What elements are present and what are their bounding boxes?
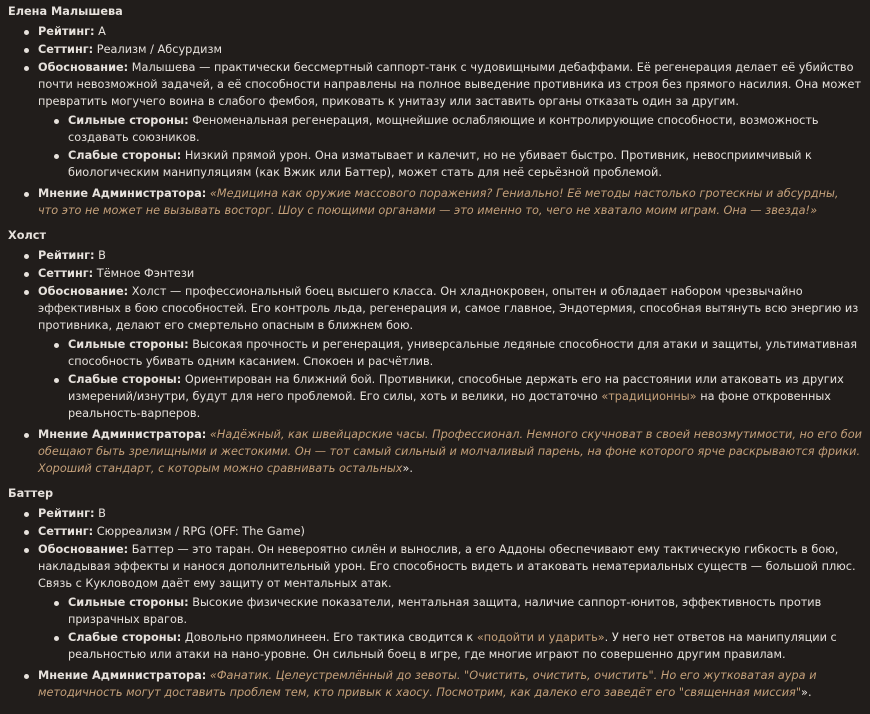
strengths-text: Высокая прочность и регенерация, универсальные ледяные способности для атаки и защиты, ультимативная способность убивать одним касанием. Спокоен и расчётлив. bbox=[68, 338, 858, 368]
weaknesses-item: Слабые стороны: Низкий прямой урон. Она изматывает и калечит, но не убивает быстро. Противник, невосприимчивый к биологическим манипуляциям (как Вжик или Баттер), может стать для неё серьёзной проблемой. bbox=[38, 147, 862, 181]
rating-item: Рейтинг: B bbox=[8, 247, 862, 264]
admin-opinion-text: «Фанатик. Целеустремлённый до зевоты. "Очистить, очистить, очистить". Но его жутковатая аура и методичность могут доставить проблем тем, кто привык к хаосу. Посмотрим, как далеко его заведёт его "священная миссия" bbox=[38, 669, 817, 699]
weaknesses-item: Слабые стороны: Ориентирован на ближний бой. Противники, способные держать его на расстоянии или атаковать из других измерений/изнутри, будут для него проблемой. Его силы, хоть и велики, но достаточно «традиционны» на фоне откровенных реальность-варперов. bbox=[38, 371, 862, 422]
character-section-holst bbox=[8, 227, 862, 477]
strengths-item: Сильные стороны: Высокие физические показатели, ментальная защита, наличие саппорт-юнитов, эффективность против призрачных врагов. bbox=[38, 594, 862, 628]
setting-item: Сеттинг: Сюрреализм / RPG (OFF: The Game) bbox=[8, 523, 862, 540]
rating-value: B bbox=[98, 249, 106, 262]
admin-opinion-item: Мнение Администратора: «Медицина как оружие массового поражения? Гениально! Её методы настолько гротескны и абсурдны, что это не может не вызывать восторг. Шоу с поющими органами — это именно то, чего не хватало моим играм. Она — звезда!» bbox=[8, 185, 862, 219]
admin-opinion-item: Мнение Администратора: «Фанатик. Целеустремлённый до зевоты. "Очистить, очистить, очистить". Но его жутковатая аура и методичность могут доставить проблем тем, кто привык к хаосу. Посмотрим, как далеко его заведёт его "священная миссия"». bbox=[8, 667, 862, 701]
character-name: Холст bbox=[8, 229, 46, 242]
strengths-text: Феноменальная регенерация, мощнейшие ослабляющие и контролирующие способности, возможность создавать союзников. bbox=[68, 114, 819, 144]
rating-value: A bbox=[98, 25, 106, 38]
justification-item: Обоснование: Малышева — практически бессмертный саппорт-танк с чудовищными дебаффами. Её регенерация делает её убийство почти невозможной задачей, а её способности направлены на полное выведение противника из строя без прямого насилия. Она может превратить могучего воина в слабого фембоя, приковать к унитазу или заставить органы отказать один за другим. Сильные стороны: Феноменальная регенерация, мощнейшие ослабляющие и контролирующие способности, возможность создавать союзников. Слабые стороны: Низкий прямой урон. Она изматывает и калечит, но не убивает быстро. Противник, невосприимчивый к биологическим манипуляциям (как Вжик или Баттер), может стать для неё серьёзной проблемой. bbox=[8, 59, 862, 181]
admin-opinion-text: «Надёжный, как швейцарские часы. Профессионал. Немного скучноват в своей невозмутимости, но его бои обещают быть зрелищными и жестокими. Он — тот самый сильный и молчаливый парень, на фоне которого ярче раскрываются фрики. Хороший стандарт, с которым можно сравнивать остальных bbox=[38, 428, 862, 475]
character-section-malysheva bbox=[8, 3, 862, 219]
weaknesses-item: Слабые стороны: Довольно прямолинеен. Его тактика сводится к «подойти и ударить». У него нет ответов на манипуляции с реальностью или атаки на нано-уровне. Он сильный боец в игре, где многие играют по совершенно другим правилам. bbox=[38, 629, 862, 663]
character-name: Баттер bbox=[8, 487, 54, 500]
pros-cons-list bbox=[38, 594, 862, 663]
justification-item: Обоснование: Баттер — это таран. Он невероятно силён и вынослив, а его Аддоны обеспечивают ему тактическую гибкость в бою, накладывая эффекты и нанося дополнительный урон. Его способность видеть и атаковать нематериальных существ — большой плюс. Связь с Кукловодом даёт ему защиту от ментальных атак. Сильные стороны: Высокие физические показатели, ментальная защита, наличие саппорт-юнитов, эффективность против призрачных врагов. Слабые стороны: Довольно прямолинеен. Его тактика сводится к «подойти и ударить». У него нет ответов на манипуляции с реальностью или атаки на нано-уровне. Он сильный боец в игре, где многие играют по совершенно другим правилам. bbox=[8, 541, 862, 663]
highlight-term: «традиционны» bbox=[601, 390, 697, 403]
highlight-term: «подойти и ударить» bbox=[476, 631, 605, 644]
pros-cons-list bbox=[38, 336, 862, 422]
character-details bbox=[8, 23, 862, 219]
justification-text: Баттер — это таран. Он невероятно силён и вынослив, а его Аддоны обеспечивают ему тактическую гибкость в бою, накладывая эффекты и нанося дополнительный урон. Его способность видеть и атаковать нематериальных существ — большой плюс. Связь с Кукловодом даёт ему защиту от ментальных атак. bbox=[38, 543, 856, 590]
setting-value: Реализм / Абсурдизм bbox=[96, 43, 223, 56]
setting-value: Сюрреализм / RPG (OFF: The Game) bbox=[96, 525, 305, 538]
character-section-batter bbox=[8, 485, 862, 701]
character-details bbox=[8, 247, 862, 477]
strengths-item: Сильные стороны: Высокая прочность и регенерация, универсальные ледяные способности для атаки и защиты, ультимативная способность убивать одним касанием. Спокоен и расчётлив. bbox=[38, 336, 862, 370]
setting-item: Сеттинг: Реализм / Абсурдизм bbox=[8, 41, 862, 58]
setting-value: Тёмное Фэнтези bbox=[96, 267, 195, 280]
character-details bbox=[8, 505, 862, 701]
rating-item: Рейтинг: A bbox=[8, 23, 862, 40]
weaknesses-text: Низкий прямой урон. Она изматывает и калечит, но не убивает быстро. Противник, невосприимчивый к биологическим манипуляциям (как Вжик или Баттер), может стать для неё серьёзной проблемой. bbox=[68, 149, 812, 179]
admin-opinion-item: Мнение Администратора: «Надёжный, как швейцарские часы. Профессионал. Немного скучноват в своей невозмутимости, но его бои обещают быть зрелищными и жестокими. Он — тот самый сильный и молчаливый парень, на фоне которого ярче раскрываются фрики. Хороший стандарт, с которым можно сравнивать остальных». bbox=[8, 426, 862, 477]
strengths-item: Сильные стороны: Феноменальная регенерация, мощнейшие ослабляющие и контролирующие способности, возможность создавать союзников. bbox=[38, 112, 862, 146]
pros-cons-list bbox=[38, 112, 862, 181]
weaknesses-text: Ориентирован на ближний бой. Противники, способные держать его на расстоянии или атаковать из других измерений/изнутри, будут для него проблемой. Его силы, хоть и велики, но достаточно bbox=[68, 373, 844, 403]
character-name: Елена Малышева bbox=[8, 5, 123, 18]
admin-opinion-text: «Медицина как оружие массового поражения? Гениально! Её методы настолько гротескны и абсурдны, что это не может не вызывать восторг. Шоу с поющими органами — это именно то, чего не хватало моим играм. Она — звезда!» bbox=[38, 187, 839, 217]
weaknesses-text: Довольно прямолинеен. Его тактика сводится к bbox=[184, 631, 477, 644]
justification-text: Холст — профессиональный боец высшего класса. Он хладнокровен, опытен и обладает набором чрезвычайно эффективных в бою способностей. Его контроль льда, регенерация и, самое главное, Эндотермия, способная вытянуть всю энергию из противника, делают его смертельно опасным в ближнем бою. bbox=[38, 285, 859, 332]
rating-value: B bbox=[98, 507, 106, 520]
justification-item: Обоснование: Холст — профессиональный боец высшего класса. Он хладнокровен, опытен и обладает набором чрезвычайно эффективных в бою способностей. Его контроль льда, регенерация и, самое главное, Эндотермия, способная вытянуть всю энергию из противника, делают его смертельно опасным в ближнем бою. Сильные стороны: Высокая прочность и регенерация, универсальные ледяные способности для атаки и защиты, ультимативная способность убивать одним касанием. Спокоен и расчётлив. Слабые стороны: Ориентирован на ближний бой. Противники, способные держать его на расстоянии или атаковать из других измерений/изнутри, будут для него проблемой. Его силы, хоть и велики, но достаточно «традиционны» на фоне откровенных реальность-варперов. bbox=[8, 283, 862, 422]
strengths-text: Высокие физические показатели, ментальная защита, наличие саппорт-юнитов, эффективность против призрачных врагов. bbox=[68, 596, 822, 626]
justification-text: Малышева — практически бессмертный саппорт-танк с чудовищными дебаффами. Её регенерация делает её убийство почти невозможной задачей, а её способности направлены на полное выведение противника из строя без прямого насилия. Она может превратить могучего воина в слабого фембоя, приковать к унитазу или заставить органы отказать один за другим. bbox=[38, 61, 862, 108]
rating-item: Рейтинг: B bbox=[8, 505, 862, 522]
setting-item: Сеттинг: Тёмное Фэнтези bbox=[8, 265, 862, 282]
